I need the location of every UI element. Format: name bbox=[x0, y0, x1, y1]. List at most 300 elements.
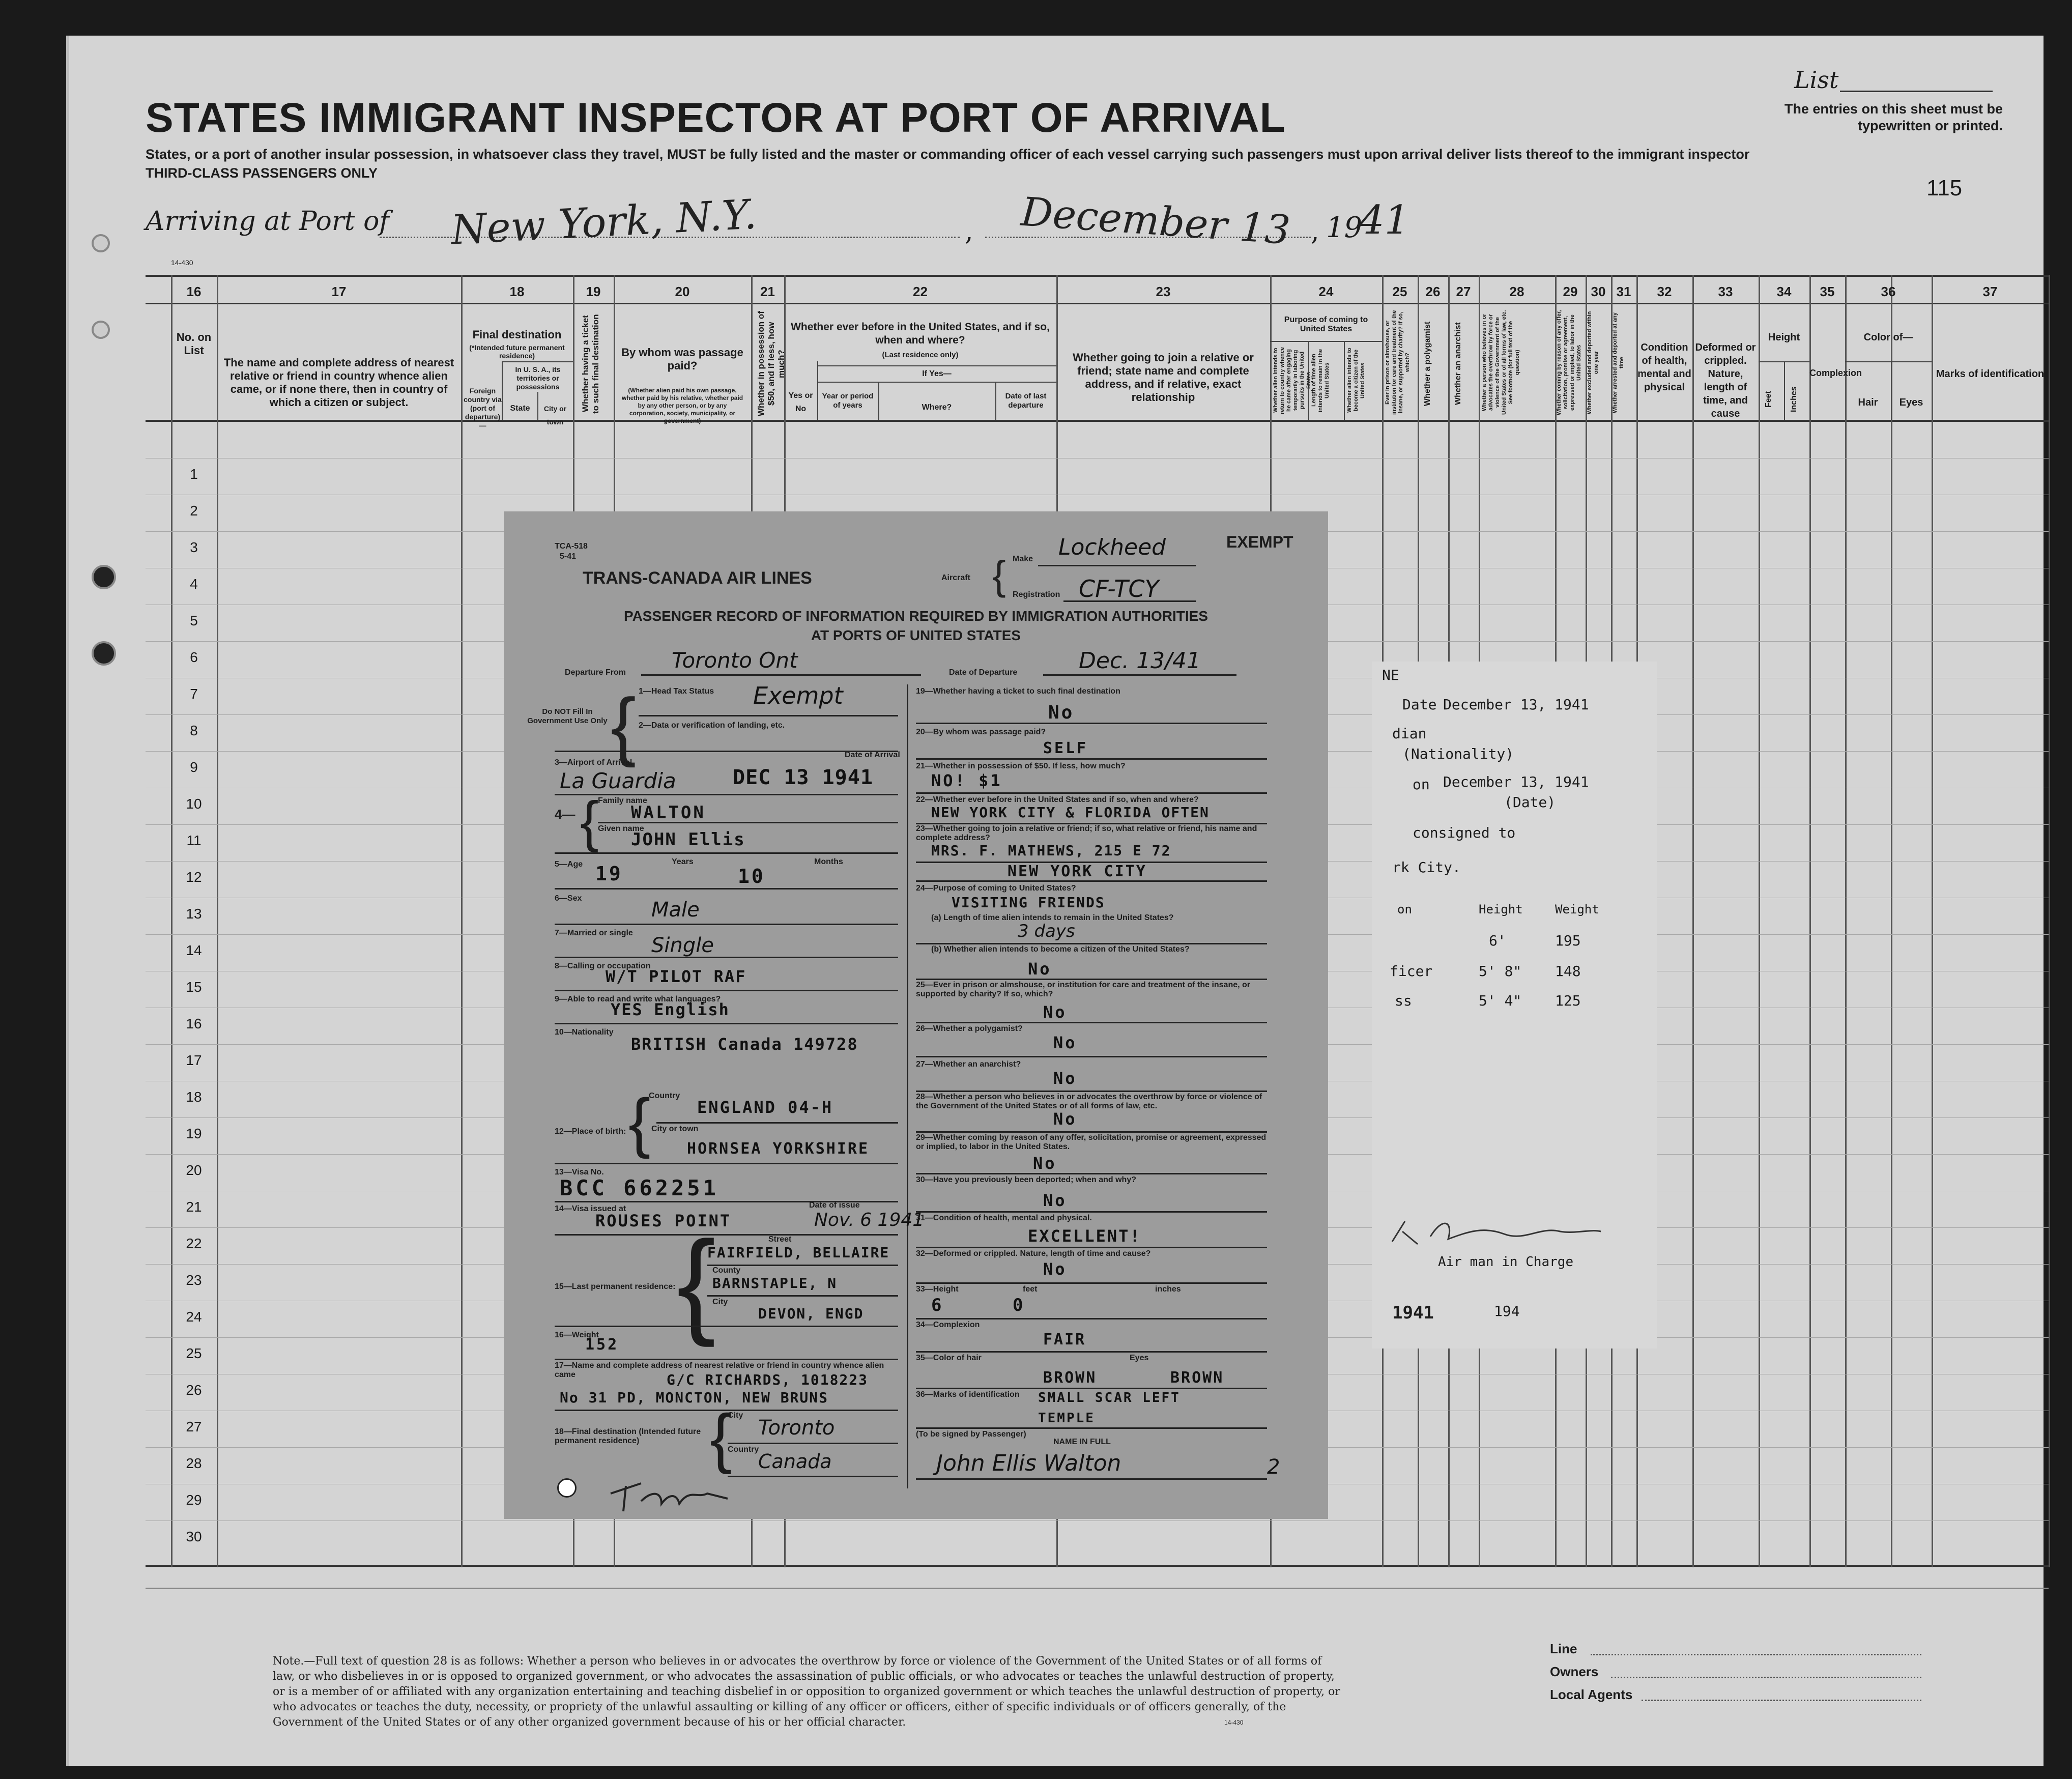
card-field-value: VISITING FRIENDS bbox=[952, 894, 1105, 911]
col-header-eyes: Eyes bbox=[1899, 397, 1923, 408]
typed-text: dian bbox=[1392, 725, 1427, 742]
card-form-code: TCA-518 bbox=[555, 542, 588, 551]
registration-label: Registration bbox=[1013, 590, 1060, 599]
col-header-yesno: Yes or No bbox=[788, 391, 813, 413]
card-field-value: WALTON bbox=[631, 802, 706, 823]
subheader-line bbox=[1344, 341, 1345, 420]
card-field-value: No bbox=[1028, 959, 1052, 979]
col-line bbox=[1759, 275, 1760, 1567]
card-field-label: 29—Whether coming by reason of any offer, solicitation, promise or agreement, expressed or implied, to labor in the United States. bbox=[916, 1133, 1267, 1151]
residence-brace: { bbox=[677, 1217, 716, 1347]
colnum-16: 16 bbox=[186, 284, 202, 299]
card-field-label: (To be signed by Passenger) bbox=[916, 1430, 1026, 1439]
page-title: STATES IMMIGRANT INSPECTOR AT PORT OF ARRIVAL bbox=[146, 95, 1286, 141]
col-header-complexion: Complexion bbox=[1809, 368, 1862, 378]
card-line bbox=[656, 1122, 898, 1124]
card-line bbox=[598, 822, 898, 823]
row-number: 30 bbox=[186, 1529, 202, 1544]
card-field-value: 6 bbox=[931, 1295, 944, 1315]
aircraft-label: Aircraft bbox=[941, 573, 970, 582]
arrival-date: December 13 bbox=[1019, 189, 1292, 254]
card-field-value: ENGLAND 04-H bbox=[697, 1098, 833, 1117]
card-field-value: ROUSES POINT bbox=[595, 1211, 732, 1230]
card-field-label: 16—Weight bbox=[555, 1331, 599, 1339]
card-field-value: BCC 662251 bbox=[560, 1175, 719, 1200]
col-line bbox=[1932, 275, 1933, 1567]
subheader-line bbox=[1270, 341, 1382, 342]
row-number: 12 bbox=[186, 869, 202, 885]
card-field-value: La Guardia bbox=[560, 768, 676, 793]
row-number: 29 bbox=[186, 1492, 202, 1508]
tca-logo-icon bbox=[557, 1478, 577, 1498]
table-top-border bbox=[146, 275, 2049, 277]
card-field-label: 15—Last permanent residence: bbox=[555, 1282, 676, 1291]
card-field-label: Country bbox=[728, 1445, 759, 1454]
typed-text: Weight bbox=[1555, 902, 1599, 916]
card-field-label: Given name bbox=[598, 824, 644, 833]
colnum-18: 18 bbox=[509, 284, 525, 299]
card-field-label: 2—Data or verification of landing, etc. bbox=[639, 721, 785, 730]
col-header-excluded: Whether excluded and deported within one year bbox=[1587, 311, 1599, 414]
row-number: 19 bbox=[186, 1126, 202, 1141]
date-of-departure-value: Dec. 13/41 bbox=[1079, 648, 1201, 674]
col-header-ifyes: If Yes— bbox=[922, 369, 952, 378]
card-field-label: 32—Deformed or crippled. Nature, length of time and cause? bbox=[916, 1249, 1151, 1258]
card-field-value: No 31 PD, MONCTON, NEW BRUNS bbox=[560, 1389, 829, 1406]
row-number: 18 bbox=[186, 1089, 202, 1105]
card-field-label: inches bbox=[1155, 1285, 1181, 1294]
card-field-value: NEW YORK CITY bbox=[1008, 863, 1147, 880]
card-field-label: 24—Purpose of coming to United States? bbox=[916, 884, 1076, 893]
card-line bbox=[555, 888, 898, 889]
card-line bbox=[916, 1091, 1267, 1092]
card-field-label: 13—Visa No. bbox=[555, 1168, 604, 1177]
registration-value: CF-TCY bbox=[1079, 575, 1159, 602]
header-bottom-border bbox=[146, 420, 2049, 422]
card-field-label: Street bbox=[768, 1235, 792, 1244]
card-field-label: 19—Whether having a ticket to such final destination bbox=[916, 687, 1120, 696]
col-header-polygamist: Whether a polygamist bbox=[1423, 321, 1432, 407]
card-field-value: BRITISH Canada 149728 bbox=[631, 1035, 858, 1054]
typed-text: (Date) bbox=[1504, 794, 1556, 811]
arrival-stamp: DEC 13 1941 bbox=[733, 766, 873, 789]
card-line bbox=[555, 1234, 898, 1236]
make-label: Make bbox=[1013, 555, 1033, 563]
colnum-32: 32 bbox=[1657, 284, 1672, 299]
row-line bbox=[146, 1520, 2049, 1521]
row-number: 21 bbox=[186, 1199, 202, 1215]
col-header-before-note: (Last residence only) bbox=[882, 351, 959, 359]
col-header-overthrow: Whether a person who believes in or advocates the overthrow by force or violence of the Government of the United States or of all forms of law, etc. See footnote (for full text of the question) bbox=[1481, 310, 1520, 415]
list-number-line bbox=[1840, 91, 1993, 92]
exempt-stamp: EXEMPT bbox=[1226, 533, 1293, 551]
card-line bbox=[916, 1427, 1267, 1429]
card-field-label: City bbox=[712, 1298, 728, 1306]
name-brace: { bbox=[580, 790, 599, 853]
card-field-label: Country bbox=[649, 1092, 680, 1100]
punch-hole bbox=[92, 321, 110, 339]
card-line bbox=[916, 1131, 1267, 1133]
typed-text: Air man in Charge bbox=[1438, 1254, 1574, 1270]
colnum-25: 25 bbox=[1392, 284, 1407, 299]
colnum-21: 21 bbox=[760, 284, 775, 299]
col-header-join: Whether going to join a relative or friend; state name and complete address, and if relative, exact relationship bbox=[1073, 351, 1254, 404]
col-header-passage-note: (Whether alien paid his own passage, whether paid by his relative, whether paid by any other person, or by any corporation, society, municipality, or government) bbox=[621, 387, 743, 424]
row-number: 9 bbox=[190, 759, 198, 775]
punch-hole bbox=[92, 565, 116, 589]
row-number: 20 bbox=[186, 1162, 202, 1178]
make-value: Lockheed bbox=[1058, 534, 1166, 560]
typed-text: 194 bbox=[1494, 1303, 1520, 1319]
colnum-23: 23 bbox=[1156, 284, 1171, 299]
card-line bbox=[555, 1023, 898, 1024]
card-line bbox=[1063, 600, 1196, 602]
col-header-final-dest-note: (*Intended future permanent residence) bbox=[469, 343, 565, 360]
col-header-color: Color of— bbox=[1863, 332, 1913, 343]
passenger-signature: John Ellis Walton bbox=[936, 1450, 1121, 1476]
card-line bbox=[916, 1211, 1267, 1213]
card-field-value: BROWN bbox=[1170, 1369, 1224, 1387]
card-field-label: 25—Ever in prison or almshouse, or institution for care and treatment of the insane, or supported by charity? If so, which? bbox=[916, 981, 1251, 998]
col-header-offer: Whether coming by reason of any offer, solicitation, promise or agreement, expressed or implied, to labor in the United States bbox=[1556, 310, 1582, 415]
col-header-usa: In U. S. A., its territories or possessions bbox=[515, 365, 561, 391]
card-field-value: No bbox=[1043, 1002, 1067, 1022]
card-field-value: SELF bbox=[1043, 739, 1088, 757]
row-number: 27 bbox=[186, 1419, 202, 1434]
card-title-2: AT PORTS OF UNITED STATES bbox=[811, 627, 1021, 643]
col-header-anarchist: Whether an anarchist bbox=[1454, 322, 1462, 406]
row-number: 10 bbox=[186, 796, 202, 812]
card-line bbox=[728, 1476, 898, 1477]
card-field-label: Eyes bbox=[1130, 1354, 1149, 1362]
year-prefix: 19 bbox=[1326, 211, 1363, 244]
card-line bbox=[728, 1443, 898, 1444]
date-of-departure-label: Date of Departure bbox=[949, 668, 1018, 677]
col-header-height: Height bbox=[1768, 332, 1800, 343]
card-line bbox=[555, 794, 898, 795]
colnum-27: 27 bbox=[1456, 284, 1471, 299]
typed-text: December 13, 1941 bbox=[1443, 696, 1589, 713]
card-line bbox=[555, 990, 898, 991]
card-line bbox=[555, 1326, 898, 1327]
page-number: 115 bbox=[1926, 176, 1963, 200]
col-line bbox=[217, 275, 218, 1567]
row-number: 15 bbox=[186, 979, 202, 995]
agents-label: Local Agents bbox=[1550, 1687, 1633, 1702]
card-field-value: Exempt bbox=[753, 682, 843, 709]
card-line bbox=[555, 852, 898, 854]
card-field-value: 10 bbox=[738, 865, 765, 887]
card-divider bbox=[907, 684, 908, 1488]
card-field-label: Family name bbox=[598, 796, 647, 805]
col-header-hair: Hair bbox=[1858, 397, 1878, 408]
form-code: 14-430 bbox=[171, 259, 193, 267]
colnum-border bbox=[146, 303, 2049, 304]
card-field-value: No bbox=[1053, 1033, 1077, 1052]
row-number: 14 bbox=[186, 942, 202, 958]
arrival-year: 41 bbox=[1359, 197, 1410, 243]
card-field-value: HORNSEA YORKSHIRE bbox=[687, 1140, 870, 1158]
card-field-label: 21—Whether in possession of $50. If less, how much? bbox=[916, 762, 1126, 770]
list-label: List bbox=[1794, 66, 1839, 94]
footer-code: 14-430 bbox=[1224, 1719, 1244, 1726]
punch-hole bbox=[92, 641, 116, 666]
card-field-label: 26—Whether a polygamist? bbox=[916, 1024, 1023, 1033]
card-line bbox=[916, 880, 1267, 882]
card-field-label: 18—Final destination (Intended future permanent residence) bbox=[555, 1427, 701, 1445]
typed-text: (Nationality) bbox=[1402, 745, 1514, 762]
gov-use-label: Do NOT Fill In Government Use Only bbox=[527, 707, 608, 725]
row-number: 13 bbox=[186, 906, 202, 922]
card-field-label: 22—Whether ever before in the United States and if so, when and where? bbox=[916, 795, 1199, 804]
card-field-value: Male bbox=[651, 898, 700, 922]
row-number: 22 bbox=[186, 1236, 202, 1251]
card-line bbox=[555, 957, 898, 958]
col-header-ticket: Whether having a ticket to such final destination bbox=[581, 314, 600, 414]
card-line bbox=[555, 924, 898, 925]
row-number: 8 bbox=[190, 723, 198, 738]
col-header-foreign-country: Foreign country via (port of departure)— bbox=[464, 387, 502, 429]
col-header-purpose: Purpose of coming to United States bbox=[1284, 315, 1368, 333]
card-field-value: 152 bbox=[585, 1336, 619, 1354]
card-field-label: 20—By whom was passage paid? bbox=[916, 728, 1046, 736]
col-header-final-dest: Final destination bbox=[472, 328, 562, 341]
col-header-purpose-return: Whether alien intends to return to country whence he came after engaging temporarily in laboring pursuits in the United States bbox=[1273, 347, 1312, 414]
card-line bbox=[916, 979, 1267, 980]
card-field-label: 9—Able to read and write what languages? bbox=[555, 995, 721, 1003]
colnum-22: 22 bbox=[913, 284, 928, 299]
card-field-value: FAIR bbox=[1043, 1331, 1086, 1348]
departure-from-value: Toronto Ont bbox=[672, 648, 798, 673]
subheader-line bbox=[817, 365, 1056, 366]
col-header-prison: Ever in prison or almshouse, or institution for care and treatment of the insane, or supported by charity? If so, which? bbox=[1385, 310, 1411, 415]
card-field-value: No bbox=[1048, 702, 1075, 723]
card-field-label: (a) Length of time alien intends to remain in the United States? bbox=[931, 913, 1174, 922]
col-header-before: Whether ever before in the United States, and if so, when and where? bbox=[791, 321, 1050, 346]
colnum-20: 20 bbox=[675, 284, 690, 299]
card-line bbox=[555, 1359, 898, 1360]
typed-text: ss bbox=[1395, 992, 1412, 1009]
typed-text: 148 bbox=[1555, 963, 1581, 980]
subheader-line bbox=[1845, 361, 1932, 362]
typed-text: Height bbox=[1479, 902, 1523, 916]
card-line bbox=[916, 792, 1267, 794]
col-header-deformed: Deformed or crippled. Nature, length of time, and cause bbox=[1695, 342, 1756, 419]
col-header-departure: Date of last departure bbox=[1005, 392, 1047, 410]
card-field-label: 30—Have you previously been deported; when and why? bbox=[916, 1175, 1136, 1184]
card-field-label: Date of issue bbox=[809, 1201, 860, 1210]
card-field-value: W/T PILOT RAF bbox=[606, 967, 746, 986]
comma2: , bbox=[1311, 216, 1319, 247]
col-header-passage: By whom was passage paid? bbox=[621, 346, 743, 372]
card-field-value: No bbox=[1033, 1154, 1057, 1173]
col-header-year: Year or period of years bbox=[822, 392, 874, 410]
col-line bbox=[461, 275, 463, 1567]
card-line bbox=[555, 1163, 898, 1164]
card-field-value: SMALL SCAR LEFT TEMPLE bbox=[1038, 1390, 1181, 1426]
card-field-value: YES English bbox=[611, 1000, 730, 1019]
subheader-line bbox=[817, 382, 1056, 383]
typed-text: 125 bbox=[1555, 992, 1581, 1009]
card-line bbox=[916, 1282, 1267, 1284]
row-number: 3 bbox=[190, 539, 198, 555]
col-line bbox=[1692, 275, 1694, 1567]
card-field-value: NO! $1 bbox=[931, 771, 1002, 790]
typed-text: 6' bbox=[1489, 932, 1506, 949]
card-field-value: Nov. 6 1941 bbox=[814, 1210, 925, 1230]
card-field-label: 31—Condition of health, mental and physical. bbox=[916, 1214, 1092, 1222]
class-note: THIRD-CLASS PASSENGERS ONLY bbox=[146, 165, 378, 181]
col-header-inches: Inches bbox=[1790, 386, 1798, 413]
card-title: PASSENGER RECORD OF INFORMATION REQUIRED BY IMMIGRATION AUTHORITIES bbox=[623, 608, 1208, 624]
card-field-value: MRS. F. MATHEWS, 215 E 72 bbox=[931, 842, 1171, 859]
card-field-value: 19 bbox=[595, 863, 623, 885]
card-field-label: 14—Visa issued at bbox=[555, 1204, 626, 1213]
typed-text: 195 bbox=[1555, 932, 1581, 949]
col-header-money: Whether in possession of $50, and if less, how much? bbox=[756, 311, 786, 417]
typed-text: NE bbox=[1382, 667, 1399, 683]
card-field-label: 6—Sex bbox=[555, 894, 582, 903]
arriving-label: Arriving at Port of bbox=[146, 206, 389, 237]
row-number: 25 bbox=[186, 1345, 202, 1361]
subheader-line bbox=[502, 361, 573, 362]
colnum-26: 26 bbox=[1425, 284, 1441, 299]
final-brace: { bbox=[710, 1400, 732, 1475]
card-field-label: 27—Whether an anarchist? bbox=[916, 1060, 1021, 1069]
card-field-value: 0 bbox=[1013, 1295, 1025, 1315]
card-field-label: feet bbox=[1023, 1285, 1038, 1294]
card-field-value: No bbox=[1043, 1191, 1067, 1210]
col-line bbox=[1891, 275, 1892, 1567]
card-field-label: 1—Head Tax Status bbox=[639, 687, 714, 696]
card-field-label: NAME IN FULL bbox=[1053, 1438, 1111, 1446]
row-number: 23 bbox=[186, 1272, 202, 1288]
birth-brace: { bbox=[628, 1085, 651, 1159]
card-field-label: 34—Complexion bbox=[916, 1321, 980, 1329]
col-header-health: Condition of health, mental and physical bbox=[1637, 342, 1691, 393]
card-line bbox=[916, 943, 1267, 944]
card-line bbox=[916, 1318, 1267, 1319]
row-number: 16 bbox=[186, 1016, 202, 1031]
card-field-value: No bbox=[1053, 1109, 1077, 1129]
row-number: 1 bbox=[190, 466, 198, 482]
card-field-label: 35—Color of hair bbox=[916, 1354, 982, 1362]
row-number: 24 bbox=[186, 1309, 202, 1325]
card-field-label: 17—Name and complete address of nearest relative or friend in country whence alien came bbox=[555, 1361, 884, 1379]
card-field-value: Single bbox=[651, 934, 714, 957]
card-line bbox=[916, 1056, 1267, 1057]
row-number: 28 bbox=[186, 1455, 202, 1471]
colnum-33: 33 bbox=[1718, 284, 1733, 299]
col-header-purpose-length: Length of time alien intends to remain in the United States bbox=[1311, 349, 1330, 412]
card-field-label: 23—Whether going to join a relative or friend; if so, what relative or friend, his name and complete address? bbox=[916, 824, 1257, 842]
line-label: Line bbox=[1550, 1641, 1577, 1656]
card-line bbox=[641, 674, 921, 676]
col-header-state: State bbox=[510, 404, 530, 413]
card-field-label: (b) Whether alien intends to become a citizen of the United States? bbox=[931, 945, 1190, 954]
card-field-value: BROWN bbox=[1043, 1369, 1097, 1387]
card-field-value: No bbox=[1053, 1069, 1077, 1088]
card-line bbox=[639, 715, 898, 716]
card-line bbox=[916, 1351, 1267, 1353]
subheader-line bbox=[1891, 361, 1892, 420]
page-mark: 2 bbox=[1267, 1455, 1280, 1479]
typed-text: ficer bbox=[1390, 963, 1433, 980]
card-field-label: 8—Calling or occupation bbox=[555, 962, 651, 970]
row-number: 4 bbox=[190, 576, 198, 592]
departure-from-label: Departure From bbox=[565, 668, 626, 677]
colnum-28: 28 bbox=[1509, 284, 1524, 299]
passenger-record-card bbox=[504, 511, 1328, 1519]
card-field-label: Months bbox=[814, 857, 843, 866]
typed-text: December 13, 1941 bbox=[1443, 773, 1589, 790]
card-line bbox=[916, 758, 1267, 760]
col-header-feet: Feet bbox=[1764, 391, 1773, 408]
card-field-value: 3 days bbox=[1018, 921, 1075, 941]
typed-text: on bbox=[1397, 902, 1412, 916]
card-form-date: 5-41 bbox=[560, 552, 577, 561]
card-line bbox=[707, 1295, 898, 1297]
card-field-label: 33—Height bbox=[916, 1285, 959, 1294]
inspector-initials bbox=[606, 1473, 738, 1514]
card-line bbox=[916, 723, 1267, 724]
arrival-port: New York, N.Y. bbox=[449, 190, 758, 254]
card-field-label: City bbox=[728, 1411, 743, 1420]
comma: , bbox=[965, 216, 973, 247]
row-number: 11 bbox=[186, 833, 202, 848]
card-field-label: County bbox=[712, 1266, 741, 1275]
col-header-arrested: Whether arrested and deported at any time bbox=[1612, 312, 1625, 413]
card-field-label: 5—Age bbox=[555, 860, 583, 869]
card-line bbox=[916, 1478, 1267, 1480]
row-number: 26 bbox=[186, 1382, 202, 1398]
col-line bbox=[2049, 275, 2050, 1567]
colnum-34: 34 bbox=[1776, 284, 1792, 299]
row-number: 2 bbox=[190, 503, 198, 519]
card-field-label: 10—Nationality bbox=[555, 1028, 614, 1037]
colnum-37: 37 bbox=[1982, 284, 1998, 299]
col-header-relative: The name and complete address of nearest relative or friend in country whence alien came, or if none there, then in country of which a citizen or subject. bbox=[223, 356, 454, 409]
card-field-value: G/C RICHARDS, 1018223 bbox=[667, 1371, 869, 1388]
agents-field bbox=[1642, 1700, 1921, 1701]
typed-text: 5' 8" bbox=[1479, 963, 1522, 980]
colnum-24: 24 bbox=[1318, 284, 1334, 299]
card-field-label: City or town bbox=[651, 1125, 699, 1133]
colnum-31: 31 bbox=[1616, 284, 1631, 299]
col-header-city: City or town bbox=[543, 405, 567, 426]
card-line bbox=[1038, 565, 1196, 566]
airline-name: TRANS-CANADA AIR LINES bbox=[583, 568, 812, 588]
typed-text: 1941 bbox=[1392, 1303, 1434, 1323]
colnum-19: 19 bbox=[586, 284, 601, 299]
col-header-marks: Marks of identification bbox=[1936, 368, 2045, 380]
card-line bbox=[1043, 674, 1236, 676]
owners-label: Owners bbox=[1550, 1664, 1599, 1679]
card-field-label: 12—Place of birth: bbox=[555, 1127, 626, 1136]
card-field-value: NEW YORK CITY & FLORIDA OFTEN bbox=[931, 804, 1210, 821]
colnum-30: 30 bbox=[1591, 284, 1606, 299]
colnum-17: 17 bbox=[331, 284, 347, 299]
line-field bbox=[1591, 1654, 1921, 1655]
col-header-no: No. on List bbox=[176, 331, 212, 357]
typed-text: on bbox=[1413, 776, 1430, 793]
entries-note: The entries on this sheet must be typewritten or printed. bbox=[1784, 101, 2003, 133]
card-field-label: Date of Arrival bbox=[845, 751, 900, 759]
page-subtitle: States, or a port of another insular possession, in whatsoever class they travel, MUST be fully listed and the master or commanding officer of each vessel carrying such passengers must upon arrival deliver lists thereof to the immigrant inspector bbox=[146, 147, 1750, 162]
row-number: 17 bbox=[186, 1052, 202, 1068]
officer-signature bbox=[1382, 1211, 1606, 1252]
card-field-label: 3—Airport of Arrival bbox=[555, 758, 632, 767]
